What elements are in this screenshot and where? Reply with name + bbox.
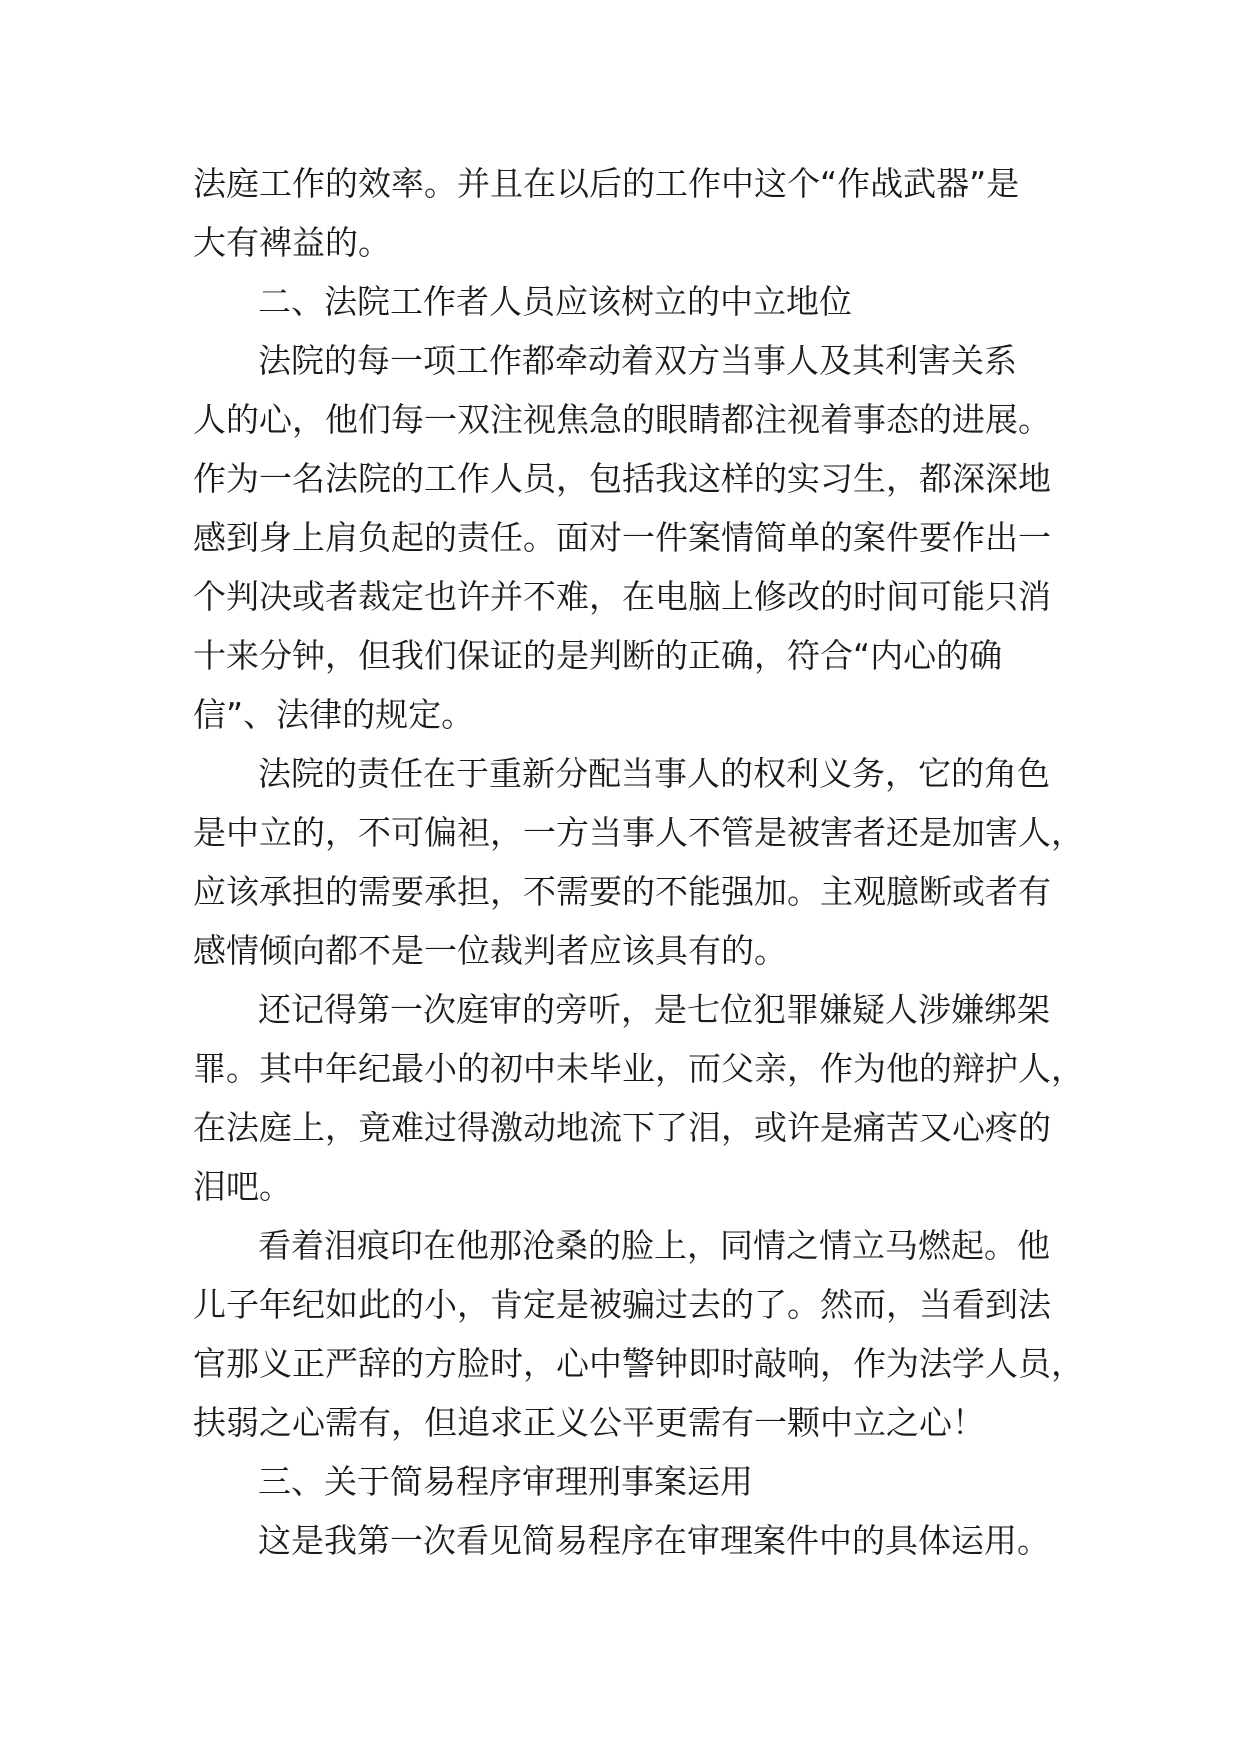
text-line: 作为一名法院的工作人员，包括我这样的实习生，都深深地 (193, 459, 1051, 498)
paragraph-start-line: 还记得第一次庭审的旁听，是七位犯罪嫌疑人涉嫌绑架 (258, 990, 1050, 1029)
text-line: 信”、法律的规定。 (193, 695, 475, 734)
paragraph-start-line: 法院的每一项工作都牵动着双方当事人及其利害关系 (258, 341, 1017, 380)
text-line: 官那义正严辞的方脸时，心中警钟即时敲响，作为法学人员， (193, 1344, 1084, 1383)
paragraph-start-line: 法院的责任在于重新分配当事人的权利义务，它的角色 (258, 754, 1050, 793)
text-line: 罪。其中年纪最小的初中未毕业，而父亲，作为他的辩护人， (193, 1049, 1084, 1088)
text-line: 大有裨益的。 (193, 223, 391, 262)
text-line: 法庭工作的效率。并且在以后的工作中这个“作战武器”是 (193, 164, 1020, 203)
text-line: 应该承担的需要承担，不需要的不能强加。主观臆断或者有 (193, 872, 1051, 911)
text-line: 儿子年纪如此的小，肯定是被骗过去的了。然而，当看到法 (193, 1285, 1051, 1324)
paragraph-start-line: 这是我第一次看见简易程序在审理案件中的具体运用。 (258, 1521, 1050, 1560)
text-line: 十来分钟，但我们保证的是判断的正确，符合“内心的确 (193, 636, 1003, 675)
section-heading: 二、法院工作者人员应该树立的中立地位 (258, 282, 852, 321)
text-line: 个判决或者裁定也许并不难，在电脑上修改的时间可能只消 (193, 577, 1051, 616)
text-line: 是中立的，不可偏袒，一方当事人不管是被害者还是加害人， (193, 813, 1084, 852)
text-line: 在法庭上，竟难过得激动地流下了泪，或许是痛苦又心疼的 (193, 1108, 1051, 1147)
paragraph-start-line: 看着泪痕印在他那沧桑的脸上，同情之情立马燃起。他 (258, 1226, 1050, 1265)
text-line: 扶弱之心需有，但追求正义公平更需有一颗中立之心！ (193, 1403, 985, 1442)
text-line: 泪吧。 (193, 1167, 292, 1206)
section-heading: 三、关于简易程序审理刑事案运用 (258, 1462, 753, 1501)
text-line: 感情倾向都不是一位裁判者应该具有的。 (193, 931, 787, 970)
text-line: 感到身上肩负起的责任。面对一件案情简单的案件要作出一 (193, 518, 1051, 557)
text-line: 人的心，他们每一双注视焦急的眼睛都注视着事态的进展。 (193, 400, 1051, 439)
